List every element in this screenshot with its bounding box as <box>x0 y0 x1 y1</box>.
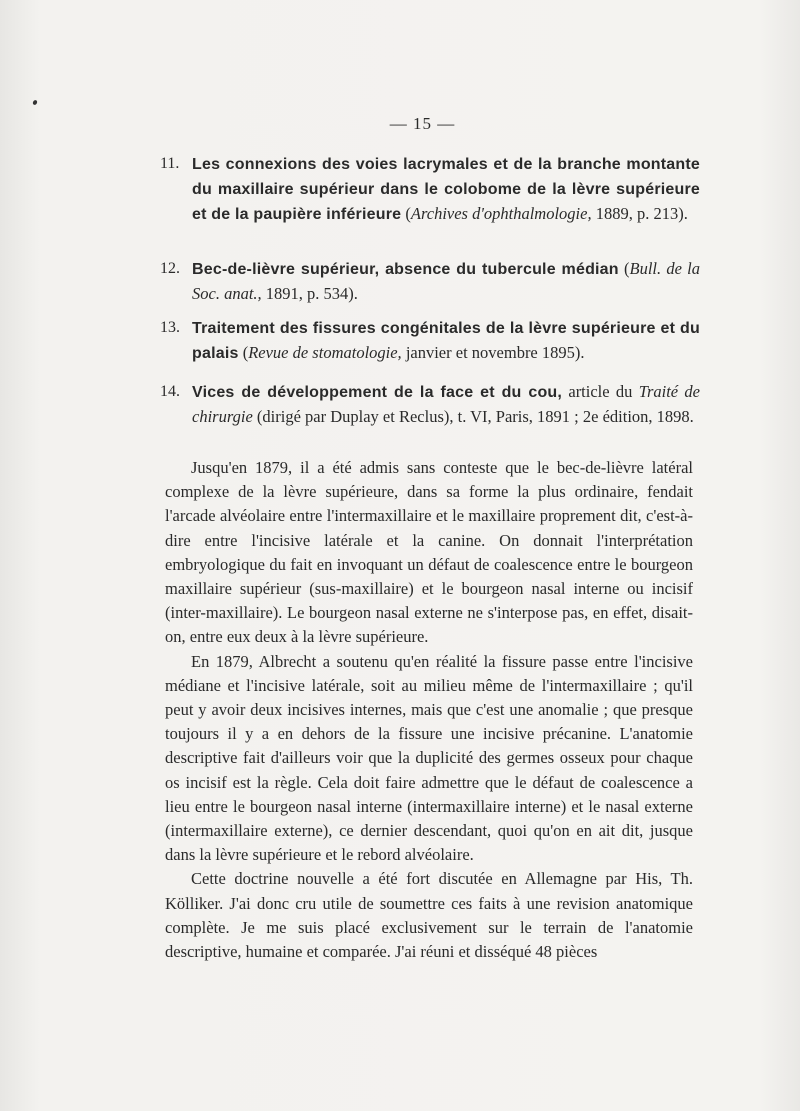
entry-ref-journal: Revue de stomatologie, <box>248 343 402 362</box>
entry-title: Les connexions des voies lacrymales et de la branche montante du maxillaire supérieur dans le colobome de la lèvre supérieure et de la paupière inférieure <box>192 156 700 223</box>
page-number: — 15 — <box>389 114 456 133</box>
entry-number: 11. <box>160 155 180 172</box>
entry-title: Bec-de-lièvre supérieur, absence du tubercule médian <box>192 261 619 278</box>
entry-ref-details: (dirigé par Duplay et Reclus), t. VI, Paris, 1891 ; 2e édition, 1898. <box>252 407 694 426</box>
paragraph-1: Jusqu'en 1879, il a été admis sans conteste que le bec-de-lièvre latéral complexe de la lèvre supérieure, dans sa forme la plus ordinaire, fendait l'arcade alvéolaire entre l'intermaxillaire et le maxillaire proprement dit, c'est-à-dire entre l'incisive latérale et la canine. On donnait l'interprétation embryologique du fait en invoquant un défaut de coalescence entre le bourgeon maxillaire supérieur (sus-maxillaire) et le bourgeon nasal interne ou incisif (inter-maxillaire). Le bourgeon nasal externe ne s'interpose pas, en effet, disait-on, entre eux deux à la lèvre supérieure. <box>165 458 693 647</box>
entry-number: 12. <box>160 260 180 277</box>
entry-ref-details: 1889, p. 213). <box>591 204 688 223</box>
ink-speck <box>32 99 38 105</box>
entry-number: 13. <box>160 319 180 336</box>
bibliography-entry-12 <box>160 257 700 306</box>
entry-ref-details: 1891, p. 534). <box>261 284 358 303</box>
entry-title: Traitement des fissures congénitales de la lèvre supérieure et du palais <box>192 320 700 362</box>
entry-ref-open: ( <box>405 204 411 223</box>
entry-number: 14. <box>160 383 180 400</box>
entry-ref-details: janvier et novembre 1895). <box>401 343 585 362</box>
paragraph-3: Cette doctrine nouvelle a été fort discutée en Allemagne par His, Th. Kölliker. J'ai donc cru utile de soumettre ces faits à une revision anatomique complète. Je me suis placé exclusivement sur le terrain de l'anatomie descriptive, humaine et comparée. J'ai réuni et disséqué 48 pièces <box>165 869 693 962</box>
entry-ref-open: ( <box>242 343 249 362</box>
entry-text <box>192 380 700 429</box>
entry-ref-open: ( <box>624 259 630 278</box>
body-text <box>165 456 693 964</box>
bibliography-entry-11 <box>160 152 700 227</box>
entry-text <box>192 316 700 366</box>
paragraph-2: En 1879, Albrecht a soutenu qu'en réalité la fissure passe entre l'incisive médiane et l'incisive latérale, soit au milieu même de l'intermaxillaire ; qu'il peut y avoir deux incisives internes, mais que c'est une anomalie ; que presque toujours il y a en dehors de la fissure une incisive précanine. L'anatomie descriptive fait d'ailleurs voir que la duplicité des germes osseux pour chaque os incisif est la règle. Cela doit faire admettre que le défaut de coalescence a lieu entre le bourgeon nasal interne (intermaxillaire interne) et le nasal externe (intermaxillaire externe), ce dernier descendant, quoi qu'on en ait dit, jusque dans la lèvre supérieure et le rebord alvéolaire. <box>165 651 693 865</box>
entry-ref-journal: Bull. de la Soc. anat., <box>192 259 700 303</box>
entry-text <box>192 152 700 227</box>
entry-title: Vices de développement de la face et du cou, <box>192 384 563 401</box>
entry-ref-journal: Archives d'ophthalmologie, <box>410 204 592 223</box>
entry-ref-open: article du <box>562 382 639 401</box>
bibliography-entry-13 <box>160 316 700 366</box>
entry-ref-journal: Traité de chirurgie <box>192 382 701 426</box>
entry-text <box>192 257 700 306</box>
bibliography-entry-14 <box>160 380 700 429</box>
